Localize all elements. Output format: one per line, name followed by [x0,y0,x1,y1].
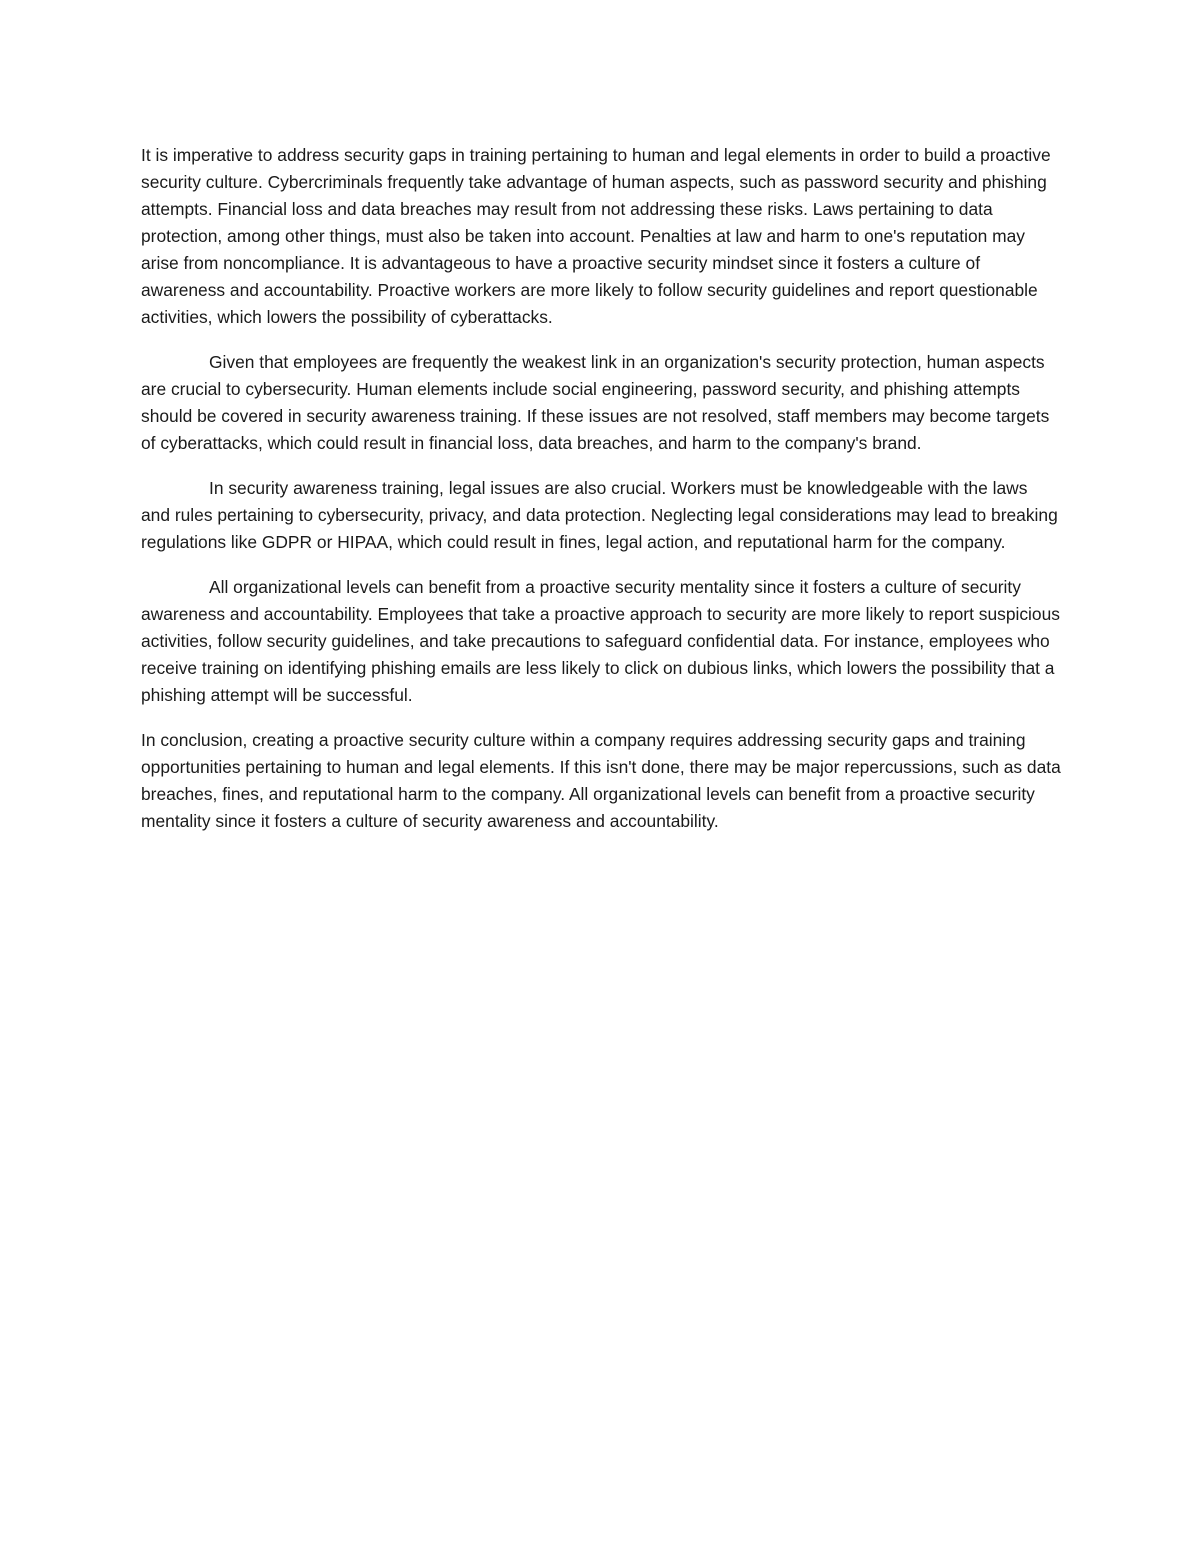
paragraph-intro: It is imperative to address security gaps in training pertaining to human and legal elements in order to build a proactive security culture. Cybercriminals frequently take advantage of human aspects, such as password security and phishing attempts. Financial loss and data breaches may result from not addressing these risks. Laws pertaining to data protection, among other things, must also be taken into account. Penalties at law and harm to one's reputation may arise from noncompliance. It is advantageous to have a proactive security mindset since it fosters a culture of awareness and accountability. Proactive workers are more likely to follow security guidelines and report questionable activities, which lowers the possibility of cyberattacks. [141,145,1051,327]
paragraph-conclusion: In conclusion, creating a proactive security culture within a company requires addressing security gaps and training opportunities pertaining to human and legal elements. If this isn't done, there may be major repercussions, such as data breaches, fines, and reputational harm to the company. All organizational levels can benefit from a proactive security mentality since it fosters a culture of security awareness and accountability. [141,730,1061,831]
paragraph-proactive-mentality: All organizational levels can benefit from a proactive security mentality since it fosters a culture of security awareness and accountability. Employees that take a proactive approach to security are more likely to report suspicious activities, follow security guidelines, and take precautions to safeguard confidential data. For instance, employees who receive training on identifying phishing emails are less likely to click on dubious links, which lowers the possibility that a phishing attempt will be successful. [141,577,1060,705]
paragraph-legal-issues: In security awareness training, legal issues are also crucial. Workers must be knowledgeable with the laws and rules pertaining to cybersecurity, privacy, and data protection. Neglecting legal considerations may lead to breaking regulations like GDPR or HIPAA, which could result in fines, legal action, and reputational harm for the company. [141,478,1058,552]
document-body [141,142,1061,853]
paragraph-human-aspects: Given that employees are frequently the weakest link in an organization's security protection, human aspects are crucial to cybersecurity. Human elements include social engineering, password security, and phishing attempts should be covered in security awareness training. If these issues are not resolved, staff members may become targets of cyberattacks, which could result in financial loss, data breaches, and harm to the company's brand. [141,352,1050,453]
